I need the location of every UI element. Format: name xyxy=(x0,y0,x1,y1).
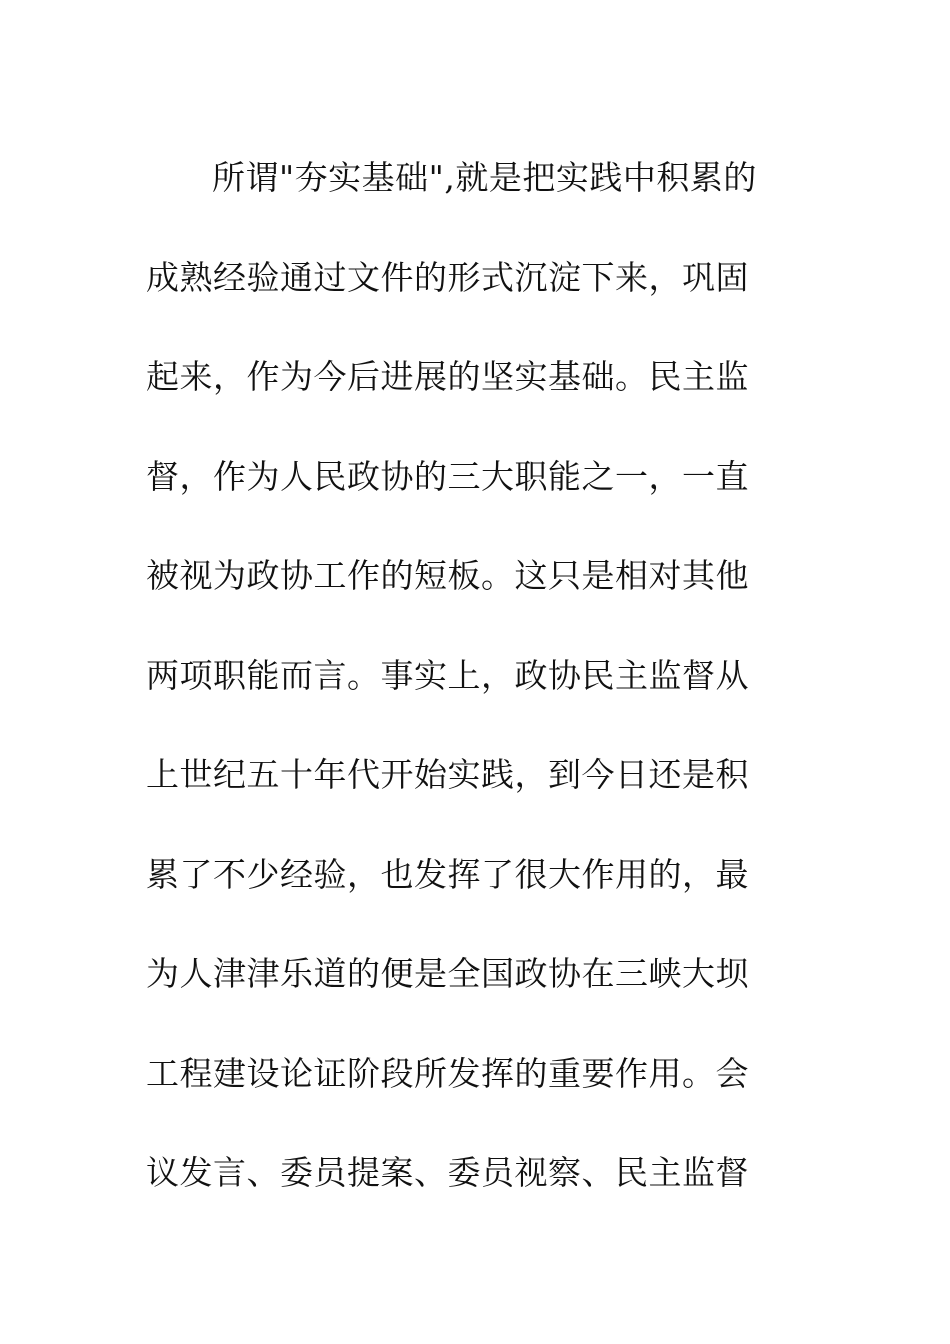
paragraph-line: 成熟经验通过文件的形式沉淀下来，巩固 xyxy=(146,257,749,297)
paragraph-line: 被视为政协工作的短板。这只是相对其他 xyxy=(146,556,749,595)
paragraph-line: 两项职能而言。事实上，政协民主监督从 xyxy=(146,655,749,695)
paragraph-line: 议发言、委员提案、委员视察、民主监督 xyxy=(146,1153,749,1192)
paragraph-line: 工程建设论证阶段所发挥的重要作用。会 xyxy=(146,1053,749,1093)
paragraph xyxy=(146,128,806,1223)
paragraph-line: 上世纪五十年代开始实践，到今日还是积 xyxy=(146,755,749,794)
paragraph-line: 所谓"夯实基础",就是把实践中积累的 xyxy=(212,158,757,197)
paragraph-line: 为人津津乐道的便是全国政协在三峡大坝 xyxy=(146,954,749,993)
paragraph-line: 起来，作为今后进展的坚实基础。民主监 xyxy=(146,357,749,396)
paragraph-line: 督，作为人民政协的三大职能之一，一直 xyxy=(146,456,749,496)
paragraph-line: 累了不少经验，也发挥了很大作用的，最 xyxy=(146,854,749,894)
